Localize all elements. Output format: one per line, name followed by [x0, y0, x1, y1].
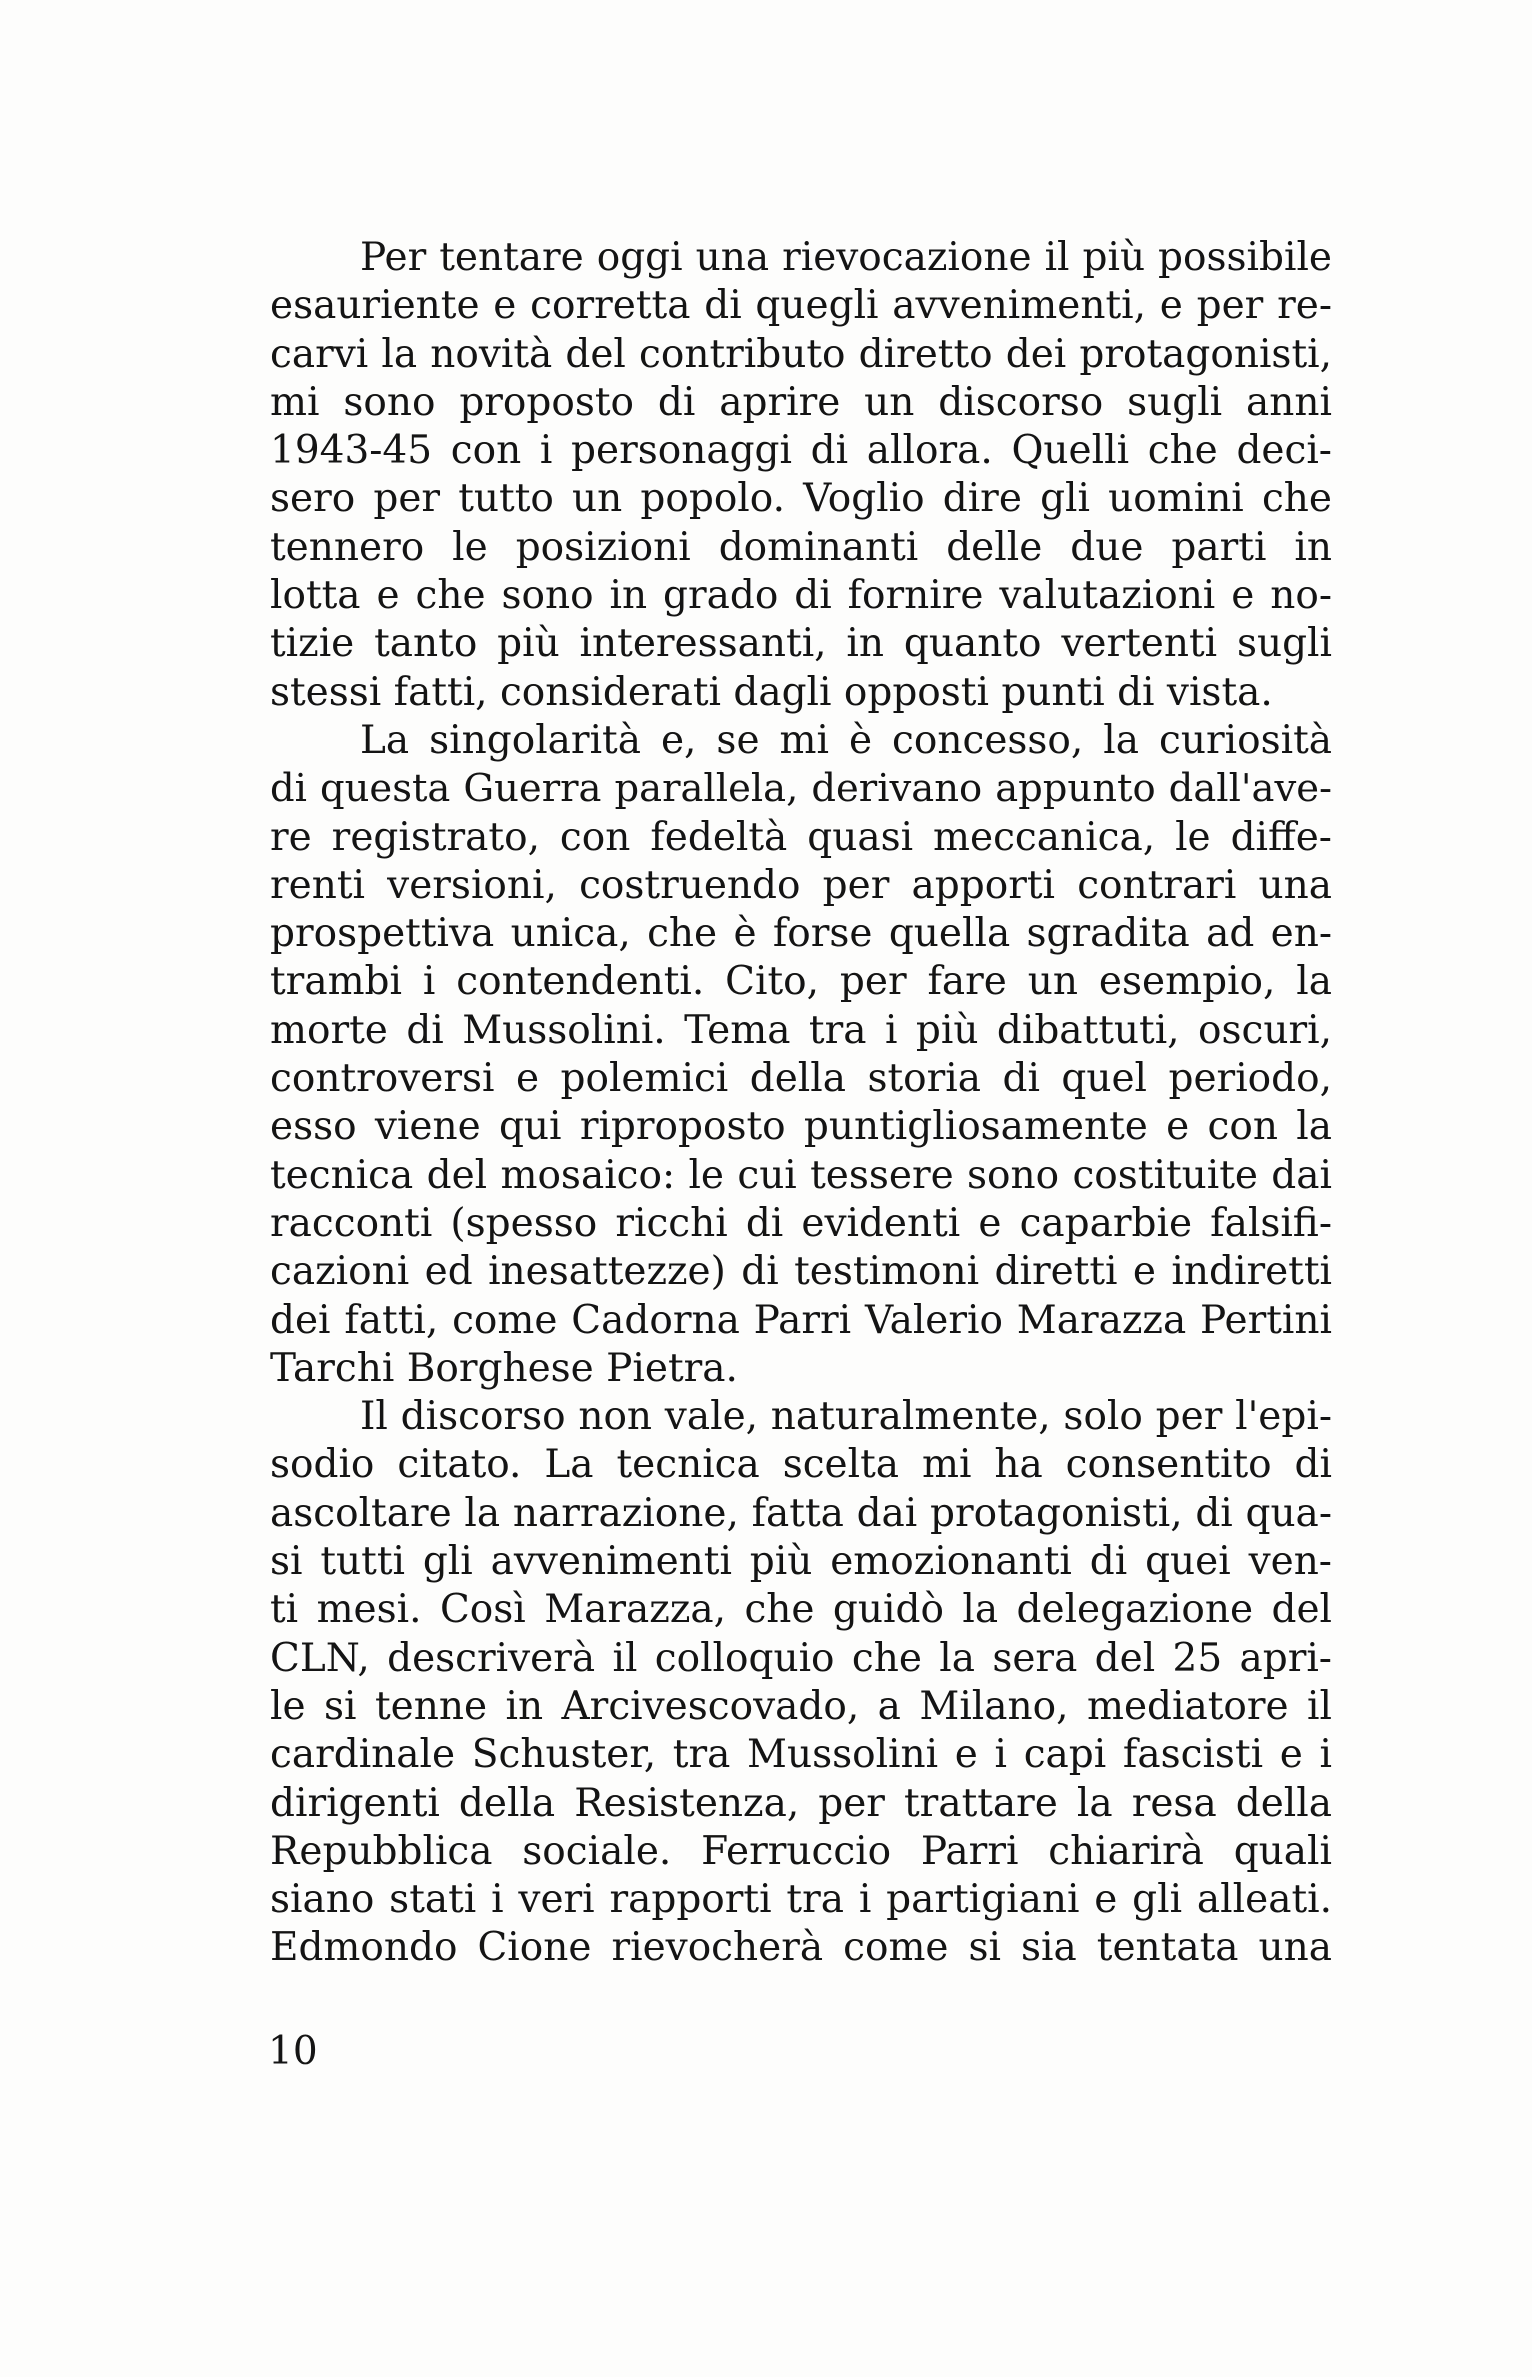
text-line: carvi la novità del contributo diretto dei protagonisti,	[270, 331, 1332, 377]
text-line: di questa Guerra parallela, derivano appunto dall'ave-	[270, 766, 1332, 812]
text-line: morte di Mussolini. Tema tra i più dibattuti, oscuri,	[270, 1007, 1332, 1053]
page-number: 10	[268, 2029, 318, 2074]
text-line: mi sono proposto di aprire un discorso sugli anni	[270, 379, 1332, 425]
paragraph-3	[270, 1393, 1332, 1973]
text-line: esauriente e corretta di quegli avvenimenti, e per re-	[270, 283, 1332, 329]
text-line: tizie tanto più interessanti, in quanto vertenti sugli	[270, 621, 1332, 667]
text-line: trambi i contendenti. Cito, per fare un esempio, la	[270, 959, 1332, 1005]
text-line: sero per tutto un popolo. Voglio dire gli uomini che	[270, 476, 1332, 522]
text-line: si tutti gli avvenimenti più emozionanti di quei ven-	[270, 1539, 1332, 1585]
text-line: CLN, descriverà il colloquio che la sera del 25 apri-	[270, 1635, 1332, 1681]
text-line: siano stati i veri rapporti tra i partigiani e gli alleati.	[270, 1877, 1332, 1923]
text-line: dirigenti della Resistenza, per trattare la resa della	[270, 1780, 1332, 1826]
body-text	[270, 234, 1332, 1973]
text-line: Il discorso non vale, naturalmente, solo per l'epi-	[360, 1394, 1332, 1440]
text-line: sodio citato. La tecnica scelta mi ha consentito di	[270, 1442, 1332, 1488]
text-line: ascoltare la narrazione, fatta dai protagonisti, di qua-	[270, 1490, 1332, 1536]
text-line: stessi fatti, considerati dagli opposti punti di vista.	[270, 669, 1273, 715]
text-line: La singolarità e, se mi è concesso, la curiosità	[360, 717, 1332, 763]
text-line: lotta e che sono in grado di fornire valutazioni e no-	[270, 573, 1332, 619]
text-line: re registrato, con fedeltà quasi meccanica, le diffe-	[270, 814, 1332, 860]
text-line: Repubblica sociale. Ferruccio Parri chiarirà quali	[270, 1828, 1332, 1874]
text-line: renti versioni, costruendo per apporti contrari una	[270, 862, 1332, 908]
text-line: tennero le posizioni dominanti delle due parti in	[270, 524, 1332, 570]
text-line: prospettiva unica, che è forse quella sgradita ad en-	[270, 911, 1332, 957]
text-line: racconti (spesso ricchi di evidenti e caparbie falsifi-	[270, 1200, 1332, 1246]
text-line: cardinale Schuster, tra Mussolini e i capi fascisti e i	[270, 1732, 1332, 1778]
text-line: cazioni ed inesattezze) di testimoni diretti e indiretti	[270, 1249, 1332, 1295]
text-line: esso viene qui riproposto puntigliosamente e con la	[270, 1104, 1332, 1150]
paragraph-2	[270, 717, 1332, 1393]
text-line: 1943-45 con i personaggi di allora. Quelli che deci-	[270, 428, 1332, 474]
text-line: Tarchi Borghese Pietra.	[270, 1345, 738, 1391]
text-line: tecnica del mosaico: le cui tessere sono costituite dai	[270, 1152, 1332, 1198]
text-line: ti mesi. Così Marazza, che guidò la delegazione del	[270, 1587, 1332, 1633]
text-line: dei fatti, come Cadorna Parri Valerio Marazza Pertini	[270, 1297, 1332, 1343]
paragraph-1	[270, 234, 1332, 717]
text-line: controversi e polemici della storia di quel periodo,	[270, 1056, 1332, 1102]
text-line: Edmondo Cione rievocherà come si sia tentata una	[270, 1925, 1332, 1971]
text-line: Per tentare oggi una rievocazione il più possibile	[360, 235, 1332, 280]
text-line: le si tenne in Arcivescovado, a Milano, mediatore il	[270, 1683, 1332, 1729]
